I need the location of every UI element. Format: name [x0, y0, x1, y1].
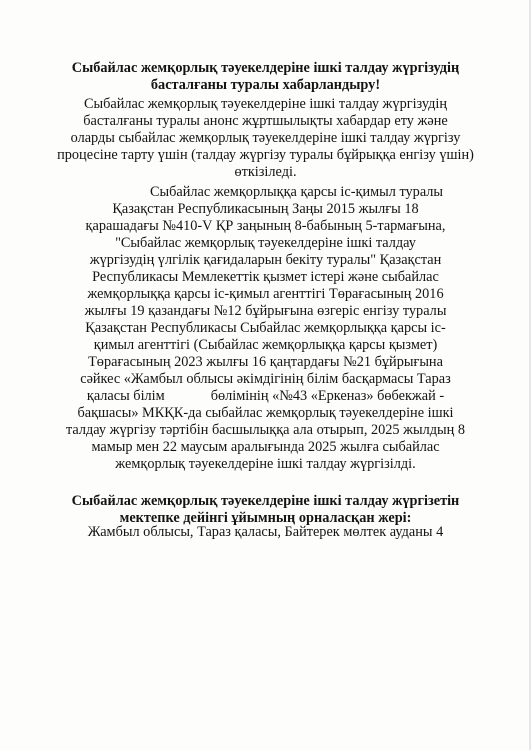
location-title — [0, 493, 531, 527]
main-text-line: Қазақстан Республикасы Сыбайлас жемқорлыққа қарсы іс- — [85, 320, 446, 336]
notice-text-line: процесіне тарту үшін (талдау жүргізу туралы бұйрыққа енгізу үшін) — [57, 147, 474, 163]
notice-paragraph — [0, 96, 531, 181]
notice-text-line: өткізіледі. — [234, 164, 297, 180]
main-text-line: Сыбайлас жемқорлыққа қарсы іс-қимыл туралы — [149, 184, 444, 200]
location-title-line: мектепке дейінгі ұйымның орналасқан жері: — [119, 510, 412, 526]
main-text-line: жемқорлық тәуекелдеріне ішкі талдау жүргізілді. — [115, 456, 416, 472]
address-line: Жамбыл облысы, Тараз қаласы, Байтерек мөлтек ауданы 4 — [87, 524, 444, 540]
notice-text-line: басталғаны туралы анонс жұртшылықты хабардар ету және — [83, 113, 448, 129]
main-text-line: жүргізудің үлгілік қағидаларын бекіту туралы" Қазақстан — [89, 252, 442, 268]
main-text-line: жылғы 19 қазандағы №12 бұйрығына өзгеріс енгізу туралы — [84, 303, 447, 319]
main-text-line: жемқорлыққа қарсы іс-қимыл агенттігі Төрағасының 2016 — [87, 286, 444, 302]
notice-title-line: Сыбайлас жемқорлық тәуекелдеріне ішкі талдау жүргізудің — [71, 60, 460, 76]
notice-title — [0, 60, 531, 94]
main-text-line: қимыл агенттігі (Сыбайлас жемқорлыққа қарсы қызмет) — [93, 337, 438, 353]
notice-text-line: Сыбайлас жемқорлық тәуекелдеріне ішкі талдау жүргізудің — [83, 96, 448, 112]
main-text-line-with-gap — [0, 388, 531, 405]
notice-text-line: оларды сыбайлас жемқорлық тәуекелдеріне ішкі талдау жүргізу — [70, 130, 461, 146]
main-text-line: сәйкес «Жамбыл облысы әкімдігінің білім басқармасы Тараз — [80, 371, 451, 387]
main-text-line: Төрағасының 2023 жылғы 16 қаңтардағы №21 бұйрығына — [88, 354, 443, 370]
main-text-fragment: бөлімінің «№43 «Еркеназ» бөбекжай - — [210, 388, 445, 404]
notice-title-line: басталғаны туралы хабарландыру! — [150, 77, 381, 93]
main-text-line: қарашадағы №410-V ҚР заңының 8-бабының 5-тармағына, — [85, 218, 446, 234]
location-address — [0, 524, 531, 541]
main-text-line: Қазақстан Республикасының Заңы 2015 жылғы 18 — [112, 201, 419, 217]
main-paragraph — [0, 184, 531, 473]
location-title-line: Сыбайлас жемқорлық тәуекелдеріне ішкі талдау жүргізетін — [71, 493, 460, 509]
main-text-line: "Сыбайлас жемқорлық тәуекелдеріне ішкі талдау — [115, 235, 416, 251]
main-text-line: бақшасы» МКҚК-да сыбайлас жемқорлық тәуекелдеріне ішкі — [77, 405, 454, 421]
main-text-line: мамыр мен 22 маусым аралығында 2025 жылға сыбайлас — [91, 439, 440, 455]
main-text-line: Республикасы Мемлекеттік қызмет істері және сыбайлас — [92, 269, 439, 285]
main-text-fragment: қаласы білім — [86, 388, 165, 404]
main-text-line: талдау жүргізу тәртібін басшылыққа ала отырып, 2025 жылдың 8 — [65, 422, 466, 438]
